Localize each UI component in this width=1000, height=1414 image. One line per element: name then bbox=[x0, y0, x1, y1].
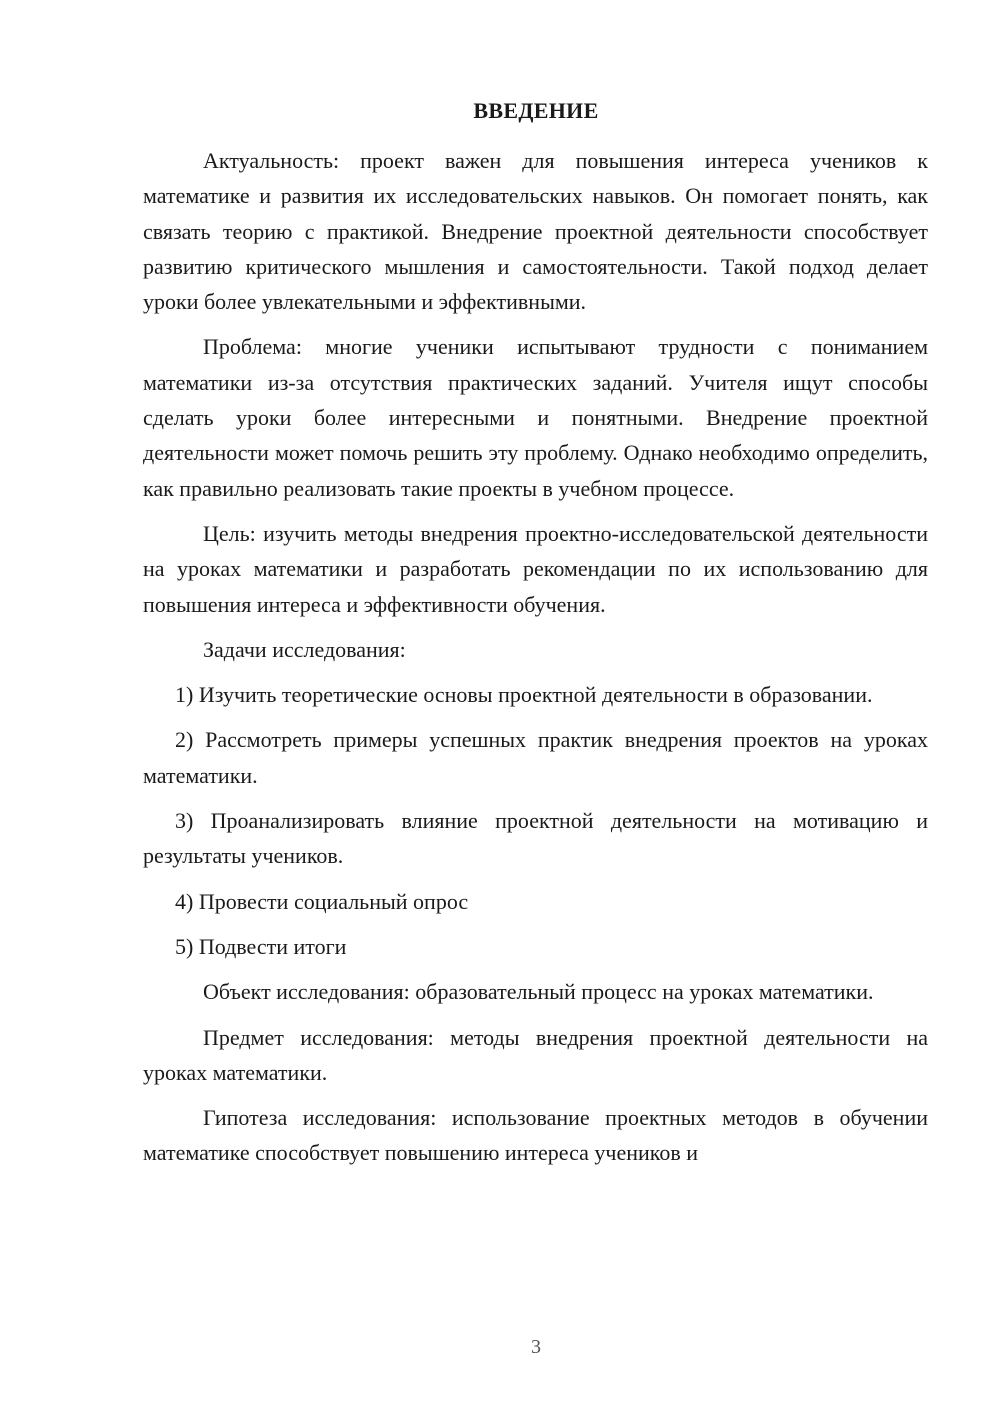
paragraph-hypothesis: Гипотеза исследования: использование проектных методов в обучении математике способствует повышению интереса учеников и bbox=[143, 1105, 928, 1166]
paragraph-problem: Проблема: многие ученики испытывают трудности с пониманием математики из-за отсутствия практических заданий. Учителя ищут способы сделать уроки более интересными и понятными. Внедрение проектной деятельности может помочь решить эту проблему. Однако необходимо определить, как правильно реализовать такие проекты в учебном процессе. bbox=[143, 334, 928, 501]
paragraph-relevance: Актуальность: проект важен для повышения интереса учеников к математике и развития их исследовательских навыков. Он помогает понять, как связать теорию с практикой. Внедрение проектной деятельности способствует развитию критического мышления и самостоятельности. Такой подход делает уроки более увлекательными и эффективными. bbox=[143, 148, 928, 315]
list-item-task-3: 3) Проанализировать влияние проектной деятельности на мотивацию и результаты учеников. bbox=[143, 808, 928, 869]
list-item-task-4: 4) Провести социальный опрос bbox=[175, 888, 469, 914]
paragraph-tasks-heading: Задачи исследования: bbox=[203, 636, 406, 662]
document-body bbox=[143, 143, 928, 1181]
list-item-task-1: 1) Изучить теоретические основы проектной деятельности в образовании. bbox=[175, 682, 873, 708]
list-item-task-2: 2) Рассмотреть примеры успешных практик внедрения проектов на уроках математики. bbox=[143, 727, 928, 788]
paragraph-subject: Предмет исследования: методы внедрения проектной деятельности на уроках математики. bbox=[143, 1024, 928, 1085]
paragraph-goal: Цель: изучить методы внедрения проектно-исследовательской деятельности на уроках математики и разработать рекомендации по их использованию для повышения интереса и эффективности обучения. bbox=[143, 520, 928, 617]
list-item-task-5: 5) Подвести итоги bbox=[175, 933, 347, 959]
paragraph-object: Объект исследования: образовательный процесс на уроках математики. bbox=[203, 979, 874, 1005]
page-title: ВВЕДЕНИЕ bbox=[473, 98, 599, 123]
page-number: 3 bbox=[531, 1336, 541, 1358]
